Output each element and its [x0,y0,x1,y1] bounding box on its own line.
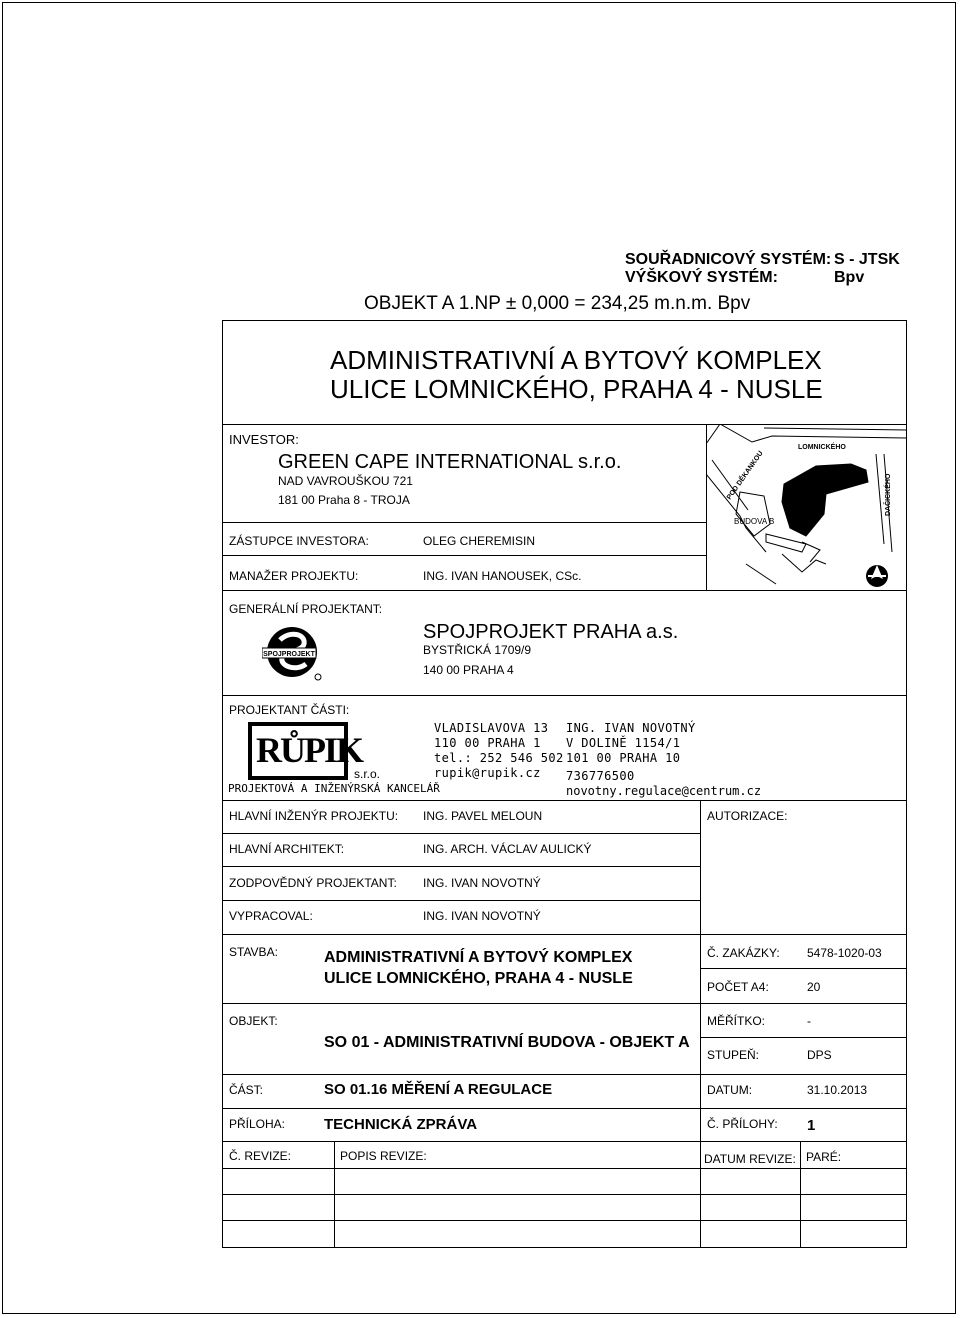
stavba-label: STAVBA: [229,945,278,959]
divider [222,1168,907,1169]
divider [222,833,700,834]
investor-label: INVESTOR: [229,432,299,447]
chief-engineer-value: ING. PAVEL MELOUN [423,809,543,823]
divider [222,1108,907,1109]
annex-value: TECHNICKÁ ZPRÁVA [324,1116,478,1133]
investor-address1: NAD VAVROUŠKOU 721 [278,474,413,488]
annex-number-value: 1 [807,1117,816,1134]
office-line2: 110 00 PRAHA 1 [434,736,541,750]
chief-architect-value: ING. ARCH. VÁCLAV AULICKÝ [423,842,592,856]
annex-number-label: Č. PŘÍLOHY: [707,1117,778,1131]
revision-number-label: Č. REVIZE: [229,1149,292,1163]
stage-value: DPS [807,1048,832,1062]
office-line1: VLADISLAVOVA 13 [434,721,549,735]
manager-label: MANAŽER PROJEKTU: [229,569,359,583]
objekt-value: SO 01 - ADMINISTRATIVNÍ BUDOVA - OBJEKT A [324,1034,690,1051]
investor-name: GREEN CAPE INTERNATIONAL s.r.o. [278,451,622,473]
project-title-line1: ADMINISTRATIVNÍ A BYTOVÝ KOMPLEX [330,345,822,375]
authorization-label: AUTORIZACE: [707,809,788,823]
chief-engineer-label: HLAVNÍ INŽENÝR PROJEKTU: [229,809,399,823]
rupik-logo [248,722,362,780]
investor-address2: 181 00 Praha 8 - TROJA [278,493,410,507]
stavba-line1: ADMINISTRATIVNÍ A BYTOVÝ KOMPLEX [324,949,633,966]
part-label: ČÁST: [229,1083,264,1097]
annex-label: PŘÍLOHA: [229,1117,286,1131]
divider [222,555,706,556]
project-title-line2: ULICE LOMNICKÉHO, PRAHA 4 - NUSLE [330,374,823,404]
chief-architect-label: HLAVNÍ ARCHITEKT: [229,842,345,856]
representative-label: ZÁSTUPCE INVESTORA: [229,534,369,548]
stage-label: STUPEŇ: [707,1048,760,1062]
divider [700,968,907,969]
spojprojekt-logo [262,624,324,684]
divider [700,1037,907,1038]
responsible-designer-value: ING. IVAN NOVOTNÝ [423,876,541,890]
rupik-logo-suffix: s.r.o. [354,767,381,781]
divider [222,522,706,523]
divider [222,1220,907,1221]
responsible-designer-label: ZODPOVĚDNÝ PROJEKTANT: [229,876,397,890]
coordinate-system-label: SOUŘADNICOVÝ SYSTÉM: [625,251,832,268]
divider [334,1141,335,1248]
office-line4: rupik@rupik.cz [434,766,541,780]
order-number-value: 5478-1020-03 [807,946,882,960]
representative-value: OLEG CHEREMISIN [423,534,536,548]
divider [222,1074,907,1075]
general-designer-address2: 140 00 PRAHA 4 [423,663,514,677]
person-line2: V DOLINĚ 1154/1 [566,736,681,750]
map-building-label: BUDOVA B [734,517,775,526]
divider [222,934,907,935]
general-designer-label: GENERÁLNÍ PROJEKTANT: [229,602,383,616]
part-value: SO 01.16 MĚŘENÍ A REGULACE [324,1081,553,1098]
divider [222,866,700,867]
height-system-label: VÝŠKOVÝ SYSTÉM: [625,269,778,286]
rupik-logo-text: RŮPIK [256,730,362,770]
prepared-by-label: VYPRACOVAL: [229,909,313,923]
coordinate-system-value: S - JTSK [834,251,900,268]
part-designer-label: PROJEKTANT ČÁSTI: [229,703,350,717]
stavba-line2: ULICE LOMNICKÉHO, PRAHA 4 - NUSLE [324,970,633,987]
divider [222,800,907,801]
divider [700,800,701,934]
order-number-label: Č. ZAKÁZKY: [707,946,780,960]
divider [222,1194,907,1195]
divider [222,1003,907,1004]
person-line5: novotny.regulace@centrum.cz [566,784,762,798]
scale-value: - [807,1014,811,1028]
a4-count-value: 20 [807,980,821,994]
person-line3: 101 00 PRAHA 10 [566,751,681,765]
map-street-top: LOMNICKÉHO [798,444,846,451]
map-street-left: POD DĚKANKOU [725,449,765,502]
location-map [706,424,907,590]
rupik-logo-caption: PROJEKTOVÁ A INŽENÝRSKÁ KANCELÁŘ [228,782,440,795]
date-value: 31.10.2013 [807,1083,868,1097]
scale-label: MĚŘÍTKO: [707,1014,766,1028]
office-line3: tel.: 252 546 502 [434,751,564,765]
divider [222,900,700,901]
objekt-label: OBJEKT: [229,1014,278,1028]
revision-date-label: DATUM REVIZE: [704,1152,796,1166]
copies-label: PARÉ: [806,1150,842,1164]
divider [222,695,907,696]
spojprojekt-logo-text: SPOJPROJEKT [263,651,315,658]
person-line4: 736776500 [566,769,635,783]
person-line1: ING. IVAN NOVOTNÝ [566,721,696,735]
date-label: DATUM: [707,1083,753,1097]
north-arrow-icon [866,565,888,587]
divider [800,1141,801,1248]
height-system-value: Bpv [834,269,865,286]
general-designer-name: SPOJPROJEKT PRAHA a.s. [423,621,679,643]
a4-count-label: POČET A4: [707,980,769,994]
divider [222,590,907,591]
general-designer-address1: BYSTŘICKÁ 1709/9 [423,643,532,657]
object-level: OBJEKT A 1.NP ± 0,000 = 234,25 m.n.m. Bpv [364,293,751,314]
divider [222,1141,907,1142]
prepared-by-value: ING. IVAN NOVOTNÝ [423,909,541,923]
map-street-right: DAČICKÉHO [885,473,892,516]
revision-description-label: POPIS REVIZE: [340,1149,427,1163]
manager-value: ING. IVAN HANOUSEK, CSc. [423,569,582,583]
divider [700,934,701,1248]
